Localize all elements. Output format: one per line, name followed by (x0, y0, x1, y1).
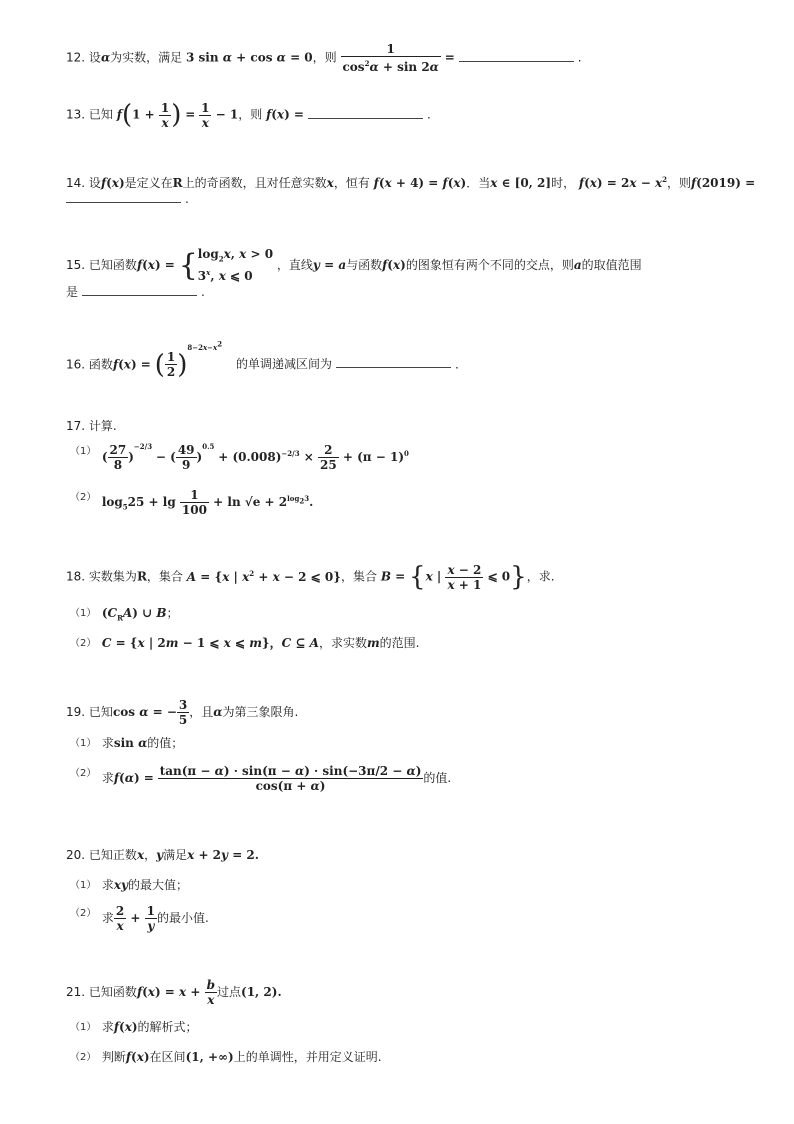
question-18-part-1: （1） $(C_RA)$ ∪ B； (70, 606, 179, 623)
question-19-part-2: （2） 求f(α) = $\frac{\tan(\pi - \alpha) \cdot \sin(\pi - \alpha) \cdot \sin(-3\pi/2 - \alpha)}{\cos(\pi + \alpha)}$ 的值. (70, 764, 452, 793)
question-17-part-2: （2） $\log_525 + \lg$ $\frac{1}{100}$ + $\ln √e + 2^{log_23}$. (70, 488, 314, 517)
fraction: $\frac{1}{\cos^2\alpha + \sin 2\alpha}$ (342, 42, 439, 74)
question-15: 15. 已知函数$f(x) = \{\log_2x$, x > 0 3$^x$, x ⩽ 0 ，直线y = a与函数f(x)的图象恒有两个不同的交点，则a的取值范围 (66, 247, 642, 283)
answer-blank[interactable] (66, 192, 181, 203)
question-15-line2: 是 . (66, 285, 205, 299)
question-14-blank-line: . (66, 192, 189, 206)
answer-blank[interactable] (459, 51, 574, 62)
question-17: 17. 计算. (66, 419, 117, 433)
question-21-part-2: （2） 判断f(x)在区间(1, +∞)上的单调性，并用定义证明. (70, 1050, 382, 1064)
question-19: 19. 已知cos α = − $\frac{3}{5}$ ，且α为第三象限角. (66, 698, 299, 727)
question-14: 14. 设f(x)是定义在R上的奇函数，且对任意实数x，恒有 f(x + 4) = f(x)．当x ∈ [0, 2]时， $f(x) = 2x - x^2$，则f(2019) = (66, 175, 756, 190)
question-17-part-1: （1） ( $\frac{27}{8}$ )$^{-2/3}$ − ( $\frac{49}{9}$ )$^{0.5} + (0.008)^{-2/3}$ × $\frac{2}{25}$ + $(\pi - 1)^0$ (70, 442, 409, 472)
question-12: 12. 设α为实数，满足 3 sin α + cos α = 0，则 $\frac{1}{\cos^2\alpha + \sin 2\alpha}$ = . (66, 42, 582, 74)
question-20-part-2: （2） 求 $\frac{2}{x}$ + $\frac{1}{y}$ 的最小值. (70, 904, 209, 933)
answer-blank[interactable] (308, 108, 423, 119)
question-20: 20. 已知正数x，y满足x + 2y = 2. (66, 848, 259, 862)
question-19-part-1: （1） 求sin α的值； (70, 736, 184, 750)
question-21: 21. 已知函数f(x) = x + $\frac{b}{x}$ 过点(1, 2). (66, 978, 282, 1007)
question-16: 16. 函数f(x) = ( $\frac{1}{2}$ )$^{8-2x-x^2}$ 的单调递减区间为 . (66, 340, 459, 380)
question-number: 12. (66, 50, 86, 65)
answer-blank[interactable] (336, 357, 451, 368)
question-20-part-1: （1） 求xy的最大值； (70, 878, 188, 892)
question-21-part-1: （1） 求f(x)的解析式； (70, 1020, 198, 1034)
answer-blank[interactable] (82, 285, 197, 296)
question-13: 13. 已知 f(1 + $\frac{1}{x}$ ) = $\frac{1}{x}$ − 1，则 f(x) = . (66, 100, 431, 130)
question-18-part-2: （2） C = {x | 2m − 1 ⩽ x ⩽ m}，C ⊆ A，求实数m的范围. (70, 636, 420, 650)
question-18: 18. 实数集为R，集合 A = {x | $x^2 + x - 2$ ⩽ 0}，集合 B = {x | $\frac{x - 2}{x + 1}$ ⩽ 0}，求. (66, 562, 555, 592)
